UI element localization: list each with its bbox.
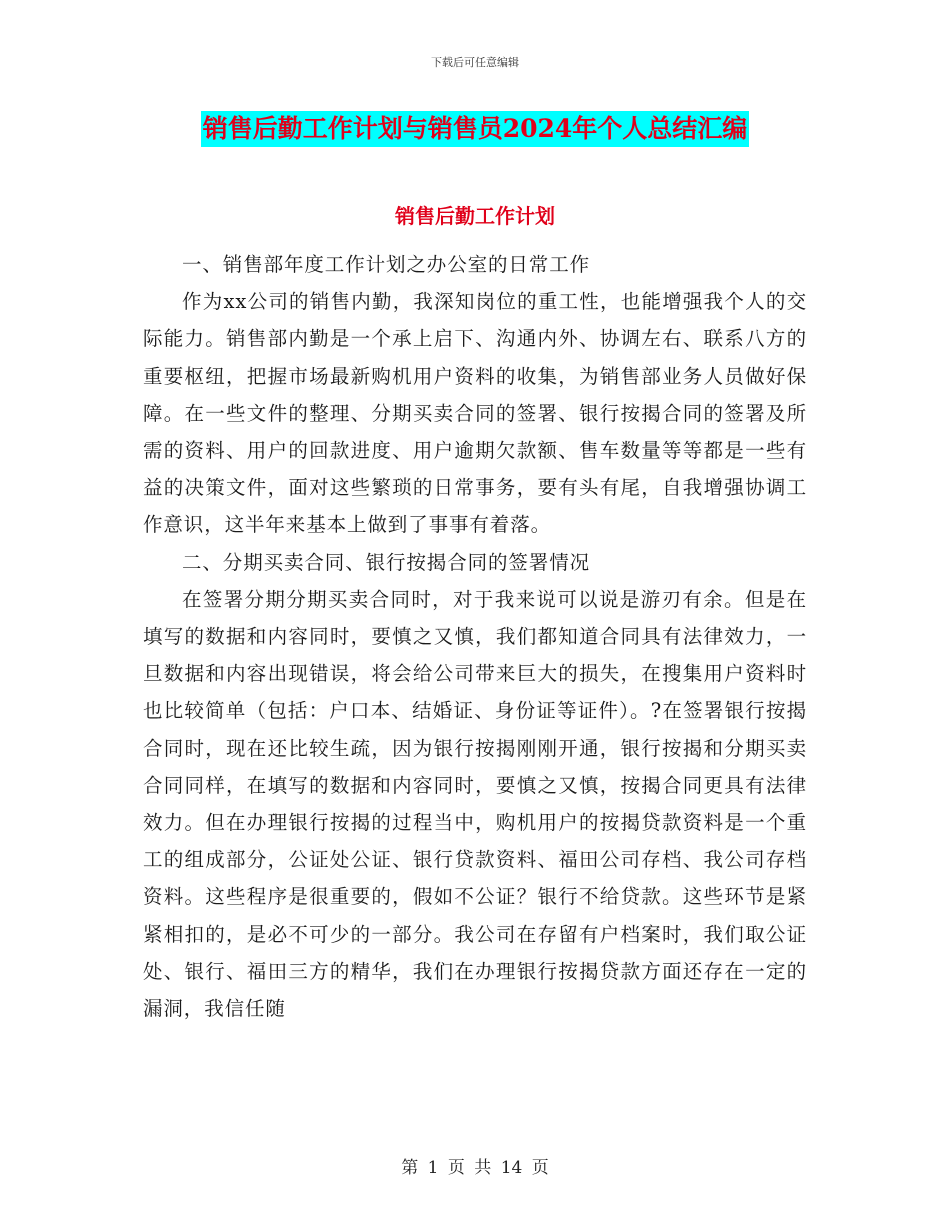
header-note: 下载后可任意编辑	[431, 56, 519, 69]
document-title: 销售后勤工作计划与销售员2024年个人总结汇编	[201, 111, 750, 147]
section-title: 销售后勤工作计划	[395, 204, 555, 228]
page-number-footer: 第 1 页 共 14 页	[401, 1158, 549, 1178]
paragraph-daily-work: 作为xx公司的销售内勤，我深知岗位的重工性，也能增强我个人的交际能力。销售部内勤是一个承上启下、沟通内外、协调左右、联系八方的重要枢纽，把握市场最新购机用户资料的收集，为销售部业务人员做好保障。在一些文件的整理、分期买卖合同的签署、银行按揭合同的签署及所需的资料、用户的回款进度、用户逾期欠款额、售车数量等等都是一些有益的决策文件，面对这些繁琐的日常事务，要有头有尾，自我增强协调工作意识，这半年来基本上做到了事事有着落。	[143, 290, 807, 537]
document-body	[143, 246, 807, 1027]
document-title-wrapper	[0, 111, 950, 147]
heading-daily-work: 一、销售部年度工作计划之办公室的日常工作	[182, 253, 591, 276]
heading-contract-signing: 二、分期买卖合同、银行按揭合同的签署情况	[182, 550, 591, 574]
paragraph-contract-signing: 在签署分期分期买卖合同时，对于我来说可以说是游刃有余。但是在填写的数据和内容同时，要慎之又慎，我们都知道合同具有法律效力，一旦数据和内容出现错误，将会给公司带来巨大的损失，在搜集用户资料时也比较简单（包括：户口本、结婚证、身份证等证件）。?在签署银行按揭合同时，现在还比较生疏，因为银行按揭刚刚开通，银行按揭和分期买卖合同同样，在填写的数据和内容同时，要慎之又慎，按揭合同更具有法律效力。但在办理银行按揭的过程当中，购机用户的按揭贷款资料是一个重工的组成部分，公证处公证、银行贷款资料、福田公司存档、我公司存档资料。这些程序是很重要的，假如不公证？银行不给贷款。这些环节是紧紧相扣的，是必不可少的一部分。我公司在存留有户档案时，我们取公证处、银行、福田三方的精华，我们在办理银行按揭贷款方面还存在一定的漏洞，我信任随	[143, 587, 807, 1021]
